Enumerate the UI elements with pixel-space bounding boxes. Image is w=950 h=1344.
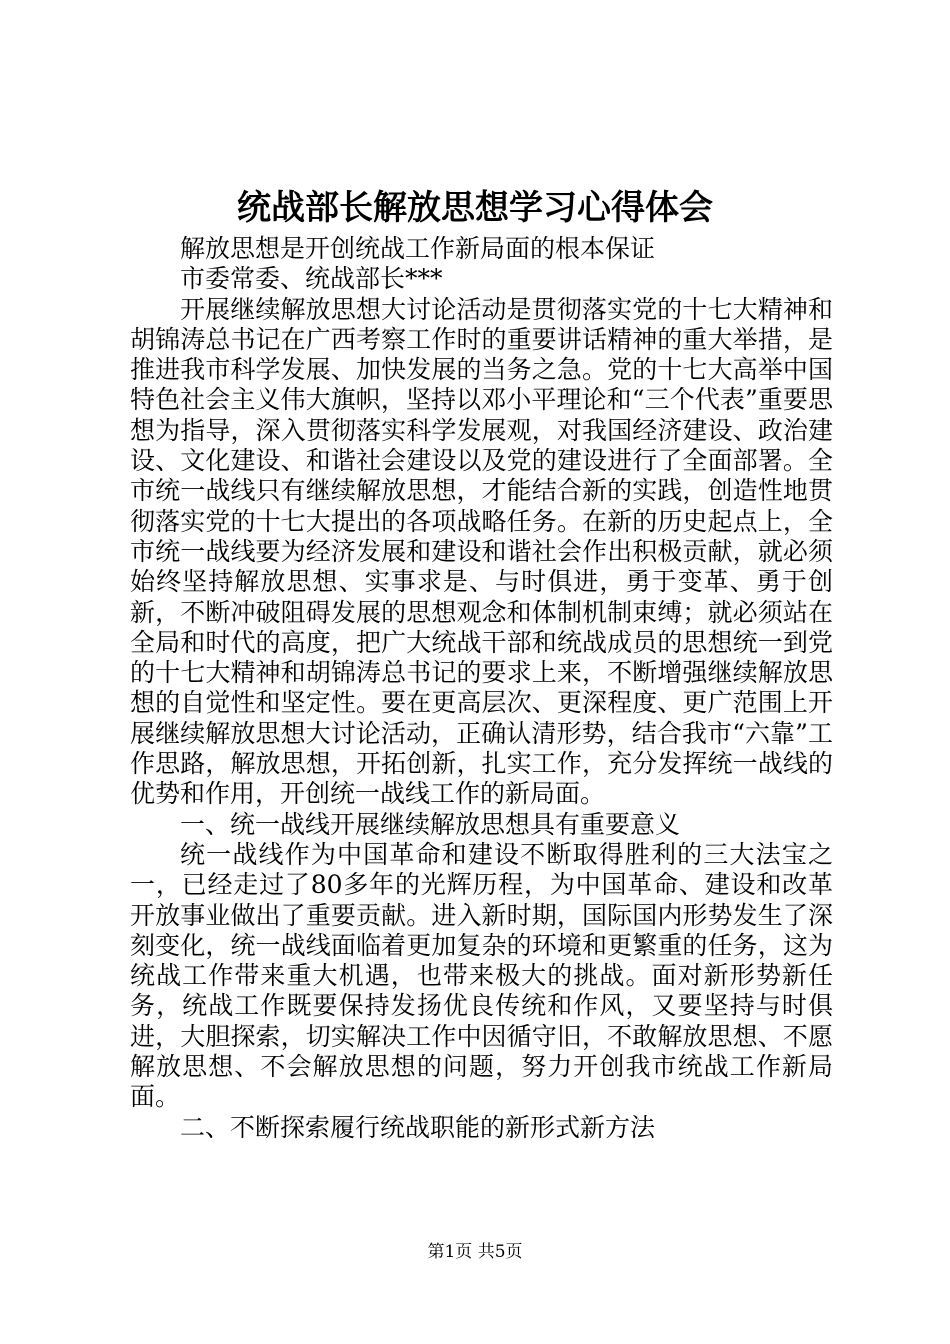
body-paragraph: 统一战线作为中国革命和建设不断取得胜利的三大法宝之一，已经走过了80多年的光辉历程，为中国革命、建设和改革开放事业做出了重要贡献。进入新时期，国际国内形势发生了深刻变化，统一战线面临着更加复杂的环境和更繁重的任务，这为统战工作带来重大机遇，也带来极大的挑战。面对新形势新任务，统战工作既要保持发扬优良传统和作风，又要坚持与时俱进，大胆探索，切实解决工作中因循守旧，不敢解放思想、不愿解放思想、不会解放思想的问题，努力开创我市统战工作新局面。 [130, 839, 833, 1112]
document-body [130, 234, 833, 1143]
section-heading-2: 二、不断探索履行统战职能的新形式新方法 [180, 1112, 656, 1142]
author-line: 市委常委、统战部长*** [180, 264, 443, 294]
subtitle-paragraph: 解放思想是开创统战工作新局面的根本保证 [180, 234, 656, 263]
body-paragraph: 开展继续解放思想大讨论活动是贯彻落实党的十七大精神和胡锦涛总书记在广西考察工作时的重要讲话精神的重大举措，是推进我市科学发展、加快发展的当务之急。党的十七大高举中国特色社会主义伟大旗帜，坚持以邓小平理论和“三个代表”重要思想为指导，深入贯彻落实科学发展观，对我国经济建设、政治建设、文化建设、和谐社会建设以及党的建设进行了全面部署。全市统一战线只有继续解放思想，才能结合新的实践，创造性地贯彻落实党的十七大提出的各项战略任务。在新的历史起点上，全市统一战线要为经济发展和建设和谐社会作出积极贡献，就必须始终坚持解放思想、实事求是、与时俱进，勇于变革、勇于创新，不断冲破阻碍发展的思想观念和体制机制束缚；就必须站在全局和时代的高度，把广大统战干部和统战成员的思想统一到党的十七大精神和胡锦涛总书记的要求上来，不断增强继续解放思想的自觉性和坚定性。要在更高层次、更深程度、更广范围上开展继续解放思想大讨论活动，正确认清形势，结合我市“六靠”工作思路，解放思想，开拓创新，扎实工作，充分发挥统一战线的优势和作用，开创统一战线工作的新局面。 [130, 294, 833, 809]
document-title: 统战部长解放思想学习心得体会 [237, 188, 713, 228]
section-heading-1: 一、统一战线开展继续解放思想具有重要意义 [180, 809, 681, 839]
page-footer: 第1页 共5页 [427, 1242, 523, 1262]
